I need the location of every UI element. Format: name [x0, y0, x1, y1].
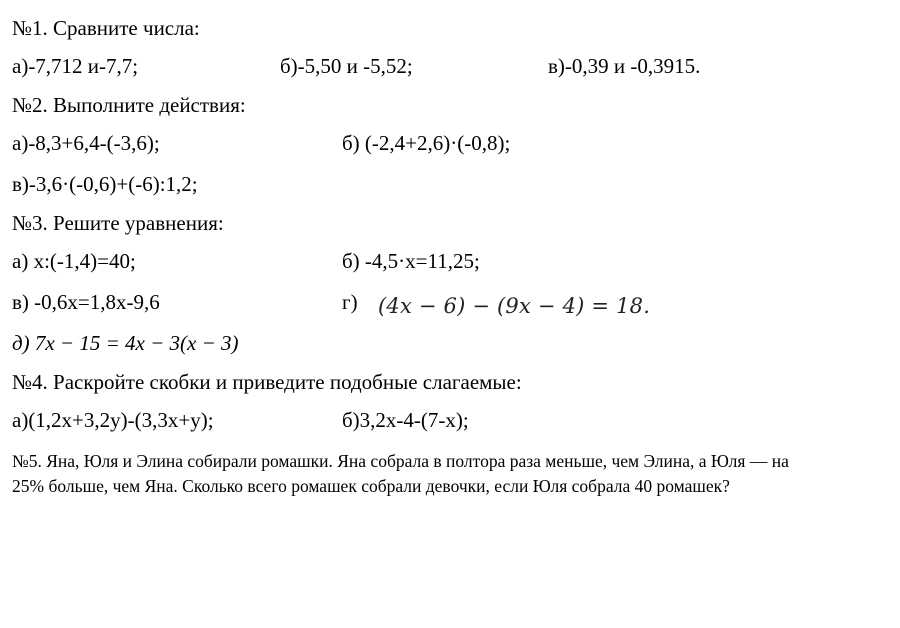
task-1-heading: №1. Сравните числа:: [12, 16, 200, 40]
task-3-equation-g: (4x − 6) − (9x − 4) = 18.: [378, 294, 651, 318]
task-2-item-a: а)-8,3+6,4-(-3,6);: [12, 131, 160, 155]
task-3-items-row-3: [0, 331, 900, 357]
task-1-item-a: а)-7,712 и-7,7;: [12, 54, 139, 78]
task-4-item-a: а)(1,2x+3,2y)-(3,3x+y);: [12, 408, 214, 432]
task-2-item-b: б) (-2,4+2,6)·(-0,8);: [342, 131, 511, 155]
task-2-items-row-1: [0, 131, 900, 157]
task-1-items: [0, 54, 900, 80]
task-4-items: [0, 408, 900, 434]
task-3-item-b: б) -4,5·x=11,25;: [342, 249, 480, 273]
task-3-item-a: а) x:(-1,4)=40;: [12, 249, 136, 273]
task-2-heading: №2. Выполните действия:: [12, 93, 246, 117]
task-1-item-v: в)-0,39 и -0,3915.: [548, 54, 701, 78]
task-1-item-b: б)-5,50 и -5,52;: [280, 54, 413, 78]
task-2-items-row-2: [0, 172, 900, 198]
task-3-items-row-2: [0, 290, 900, 316]
task-3-item-v: в) -0,6x=1,8x-9,6: [12, 290, 160, 314]
task-4-item-b: б)3,2x-4-(7-x);: [342, 408, 469, 432]
task-3-item-d: д) 7x − 15 = 4x − 3(x − 3): [12, 331, 239, 355]
task-3-heading: №3. Решите уравнения:: [12, 211, 224, 235]
task-5-heading: №5. Яна, Юля и Элина собирали ромашки. Яна собрала в полтора раза меньше, чем Элина, а Юля — на 25% больше, чем Яна. Сколько всего ромашек собрали девочки, если Юля собрала 40 ромашек?: [12, 451, 789, 496]
task-2-item-v: в)-3,6·(-0,6)+(-6):1,2;: [12, 172, 198, 196]
task-3-item-g-label: г): [342, 290, 358, 314]
task-4-heading: №4. Раскройте скобки и приведите подобные слагаемые:: [12, 370, 522, 394]
task-3-items-row-1: [0, 249, 900, 275]
